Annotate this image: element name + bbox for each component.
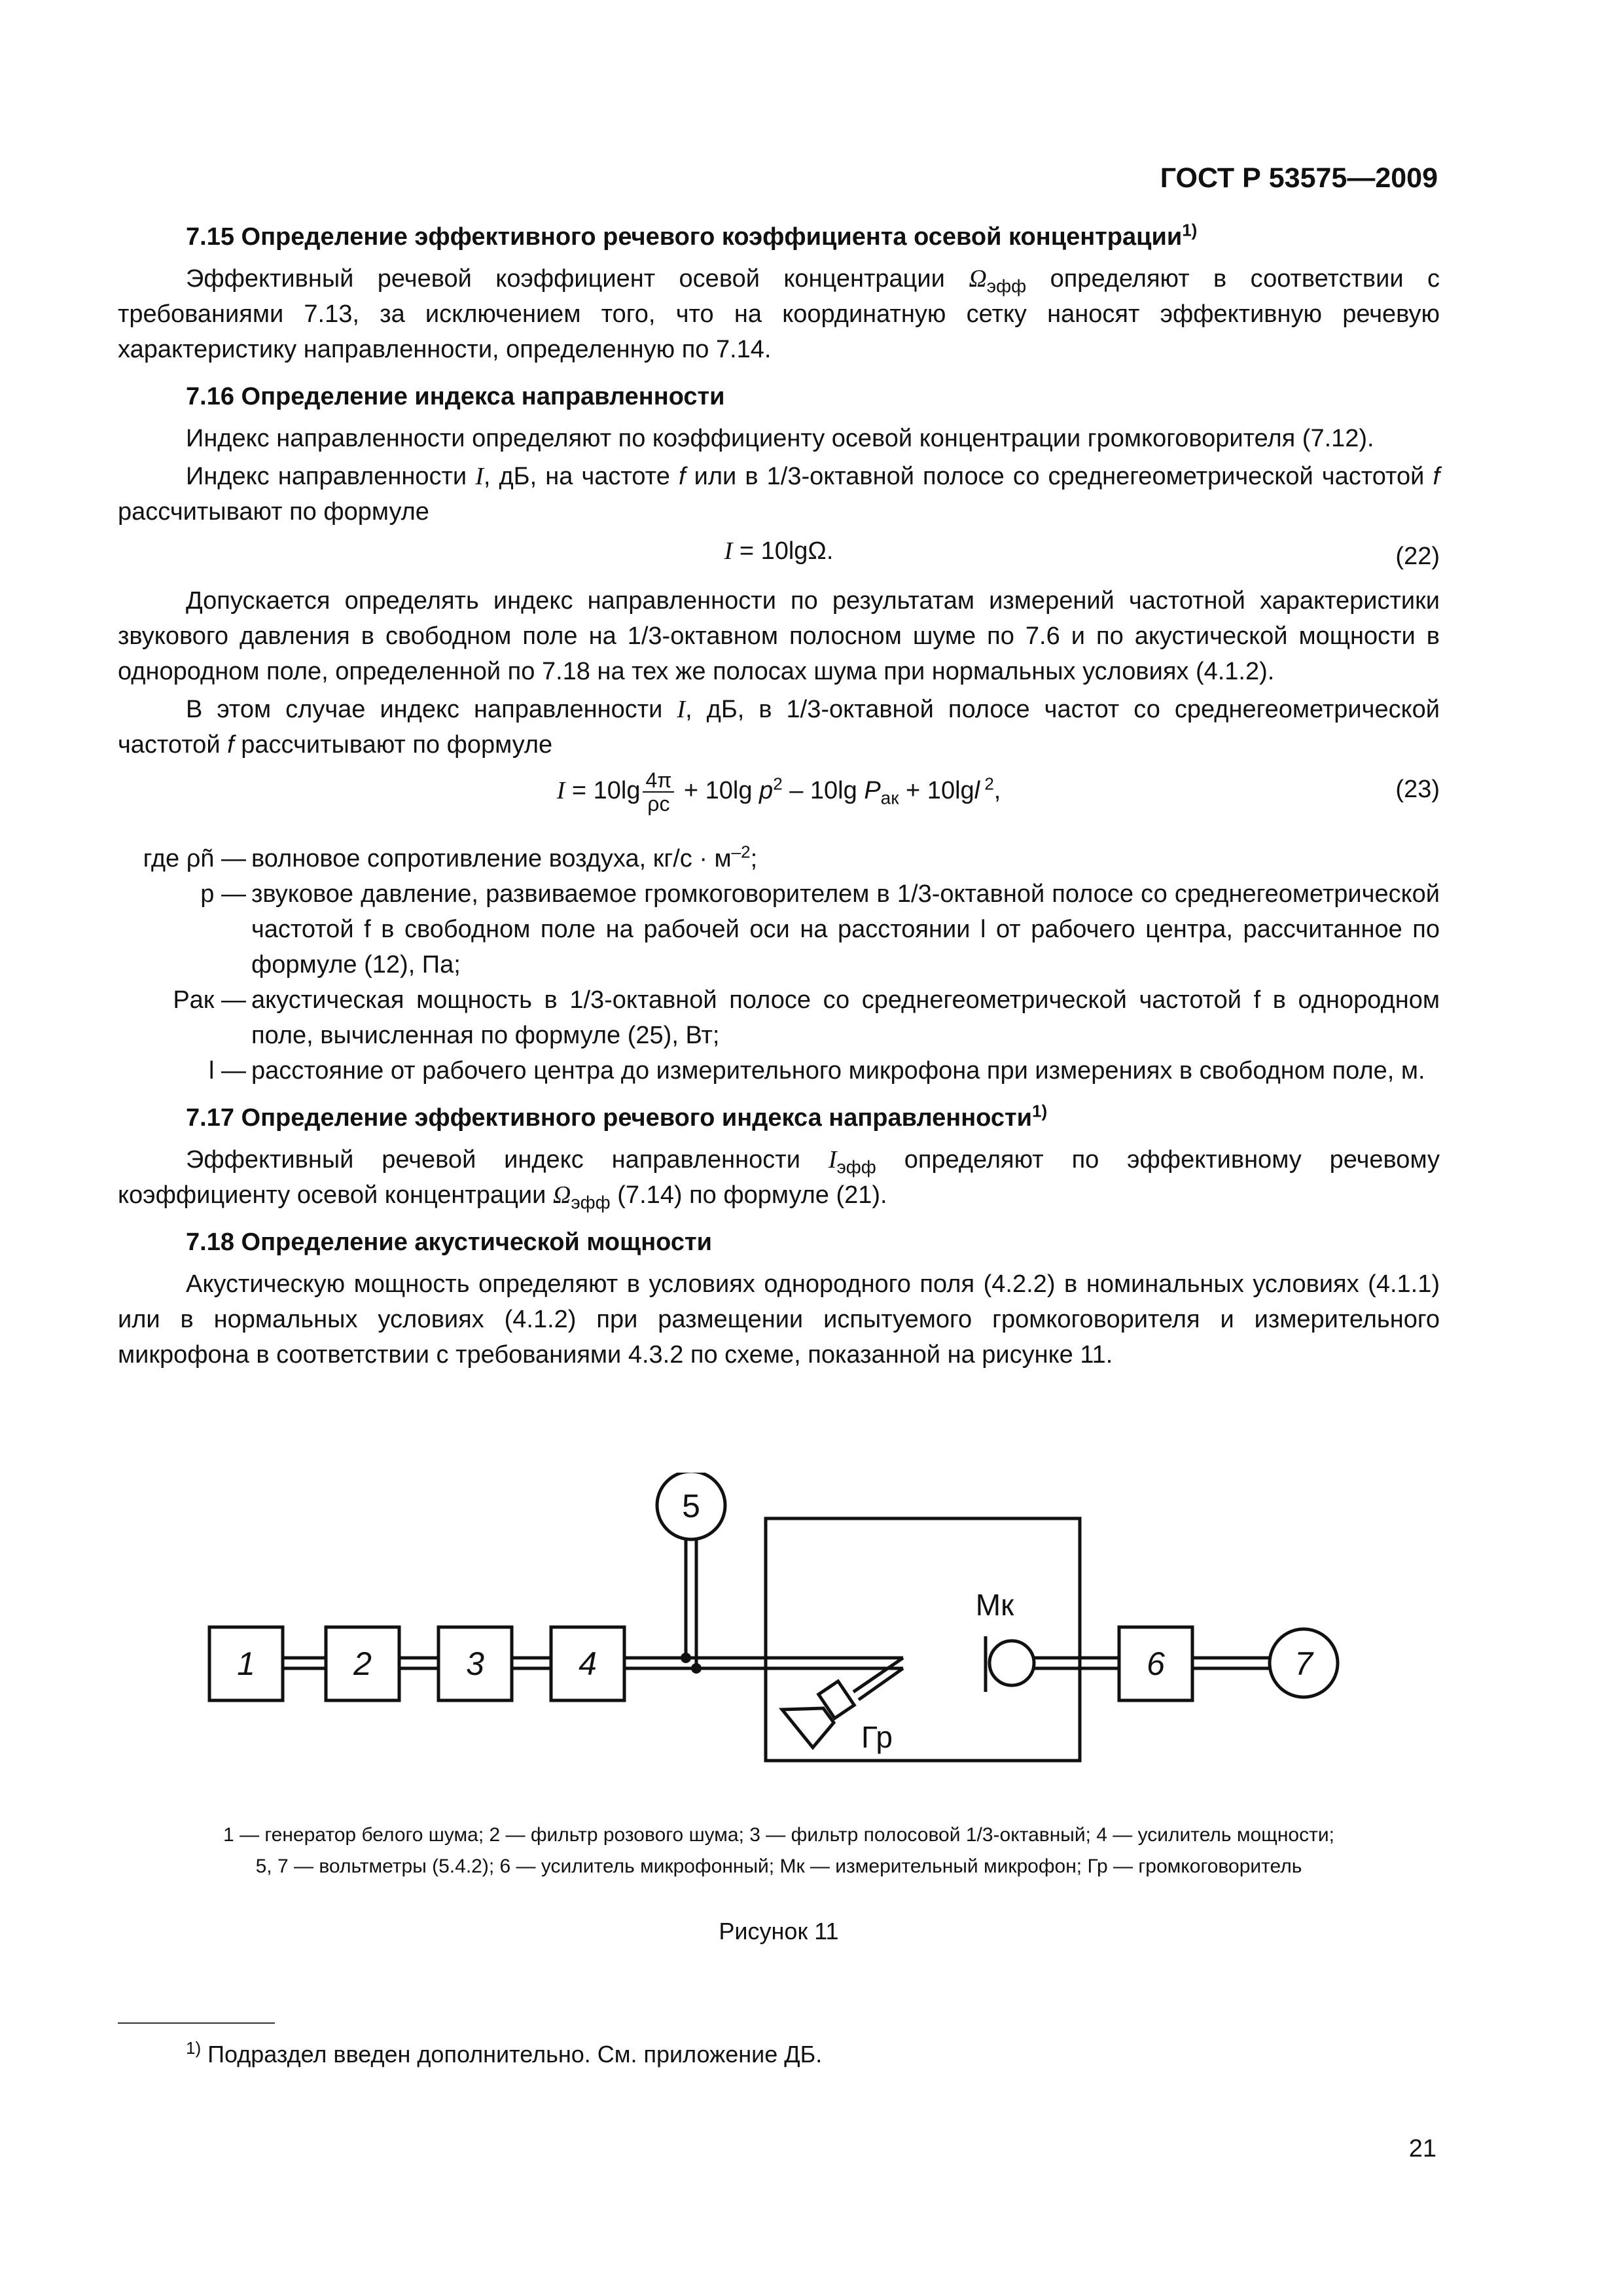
microphone-symbol bbox=[986, 1636, 1034, 1692]
section-7-16-title: 7.16 Определение индекса направленности bbox=[186, 383, 725, 410]
section-7-17-paragraph: Эффективный речевой индекс направленности $I_{эфф}$ определяют по эффективному речевому коэффициенту осевой концентрации $\Omega_{эфф}$ (7.14) по формуле (21). bbox=[118, 1146, 1440, 1213]
figure-caption-line-2: 5, 7 — вольтметры (5.4.2); 6 — усилитель микрофонный; Мк — измерительный микрофон; Гр — громкоговоритель bbox=[255, 1856, 1302, 1877]
measurement-chamber bbox=[766, 1518, 1080, 1761]
figure-caption-line-1: 1 — генератор белого шума; 2 — фильтр розового шума; 3 — фильтр полосовой 1/3-октавный; 4 — усилитель мощности; bbox=[223, 1824, 1334, 1846]
section-7-18-title: 7.18 Определение акустической мощности bbox=[186, 1229, 712, 1256]
section-7-15-title: 7.15 Определение эффективного речевого коэффициента осевой концентрации$^{1)}$ bbox=[186, 220, 1198, 251]
speaker-label: Гр bbox=[861, 1720, 893, 1754]
circle-label: 7 bbox=[1294, 1645, 1313, 1682]
block-label: 3 bbox=[466, 1645, 484, 1682]
equation-23-legend bbox=[118, 841, 1440, 1088]
block-label: 2 bbox=[353, 1645, 372, 1682]
section-7-16-paragraph-1: Индекс направленности определяют по коэффициенту осевой концентрации громкоговорителя (7.12). bbox=[186, 425, 1374, 452]
legend-item: l — расстояние от рабочего центра до измерительного микрофона при измерениях в свободном поле, м. bbox=[209, 1057, 1425, 1085]
figure-11-schematic bbox=[118, 1473, 1440, 1774]
footnote-divider bbox=[118, 2022, 275, 2024]
block-label: 6 bbox=[1147, 1645, 1165, 1682]
page-body bbox=[118, 219, 1440, 1375]
legend-item: p — звуковое давление, развиваемое громкоговорителем в 1/3-октавной полосе со среднегеометрической частотой f в свободном поле на рабочей оси на расстоянии l от рабочего центра, рассчитанное по формуле (12), Па; bbox=[200, 880, 1440, 978]
section-7-18-paragraph: Акустическую мощность определяют в условиях однородного поля (4.2.2) в номинальных условиях (4.1.1) или в нормальных условиях (4.1.2) при размещении испытуемого громкоговорителя и измерительного микрофона в соответствии с требованиями 4.3.2 по схеме, показанной на рисунке 11. bbox=[118, 1270, 1440, 1369]
section-7-15-paragraph: Эффективный речевой коэффициент осевой концентрации $\Omega_{эфф}$ определяют в соответствии с требованиями 7.13, за исключением того, что на координатную сетку наносят эффективную речевую характеристику направленности, определенную по 7.14. bbox=[118, 265, 1440, 363]
equation-22-number: (22) bbox=[1395, 543, 1440, 570]
equation-23-fraction: $\frac{4\pi}{\rho c}$ bbox=[643, 769, 674, 815]
block-label: 1 bbox=[237, 1645, 255, 1682]
section-7-16-paragraph-3: Допускается определять индекс направленности по результатам измерений частотной характеристики звукового давления в свободном поле на 1/3-октавном полосном шуме по 7.6 и по акустической мощности в однородном поле, определенной по 7.18 на тех же полосах шума при нормальных условиях (4.1.2). bbox=[118, 587, 1440, 685]
legend-item: Pак — акустическая мощность в 1/3-октавной полосе со среднегеометрической частотой f в однородном поле, вычисленная по формуле (25), Вт; bbox=[173, 986, 1440, 1049]
page-number: 21 bbox=[1408, 2135, 1436, 2162]
footnote: $^{1)}$ Подраздел введен дополнительно. См. приложение ДБ. bbox=[186, 2038, 823, 2068]
doc-code-header: ГОСТ Р 53575—2009 bbox=[1160, 162, 1438, 194]
equation-22: I = 10lgΩ. (22) bbox=[118, 533, 1440, 574]
figure-caption bbox=[118, 1820, 1440, 1882]
legend-item: где ρñ — волновое сопротивление воздуха, $кг/с \cdot м^{-2}$; bbox=[143, 842, 758, 872]
block-label: 4 bbox=[579, 1645, 597, 1682]
equation-23: I = 10lg $\frac{4\pi}{\rho c}$ + 10lg $p^2 - 10\lg$ $P_{ак} + 10\lg l$ $^2$, (23) bbox=[556, 768, 1440, 816]
loudspeaker-symbol bbox=[782, 1681, 854, 1748]
section-7-16-paragraph-4: В этом случае индекс направленности I, дБ, в 1/3-октавной полосе частот со среднегеометрической частотой f рассчитывают по формуле bbox=[118, 696, 1440, 759]
equation-23-number: (23) bbox=[1395, 776, 1440, 803]
circle-label: 5 bbox=[682, 1488, 700, 1524]
figure-title: Рисунок 11 bbox=[719, 1918, 839, 1945]
mic-label: Мк bbox=[975, 1588, 1014, 1622]
section-7-17-title: 7.17 Определение эффективного речевого индекса направленности$^{1)}$ bbox=[186, 1101, 1048, 1132]
section-7-16-paragraph-2: Индекс направленности I, дБ, на частоте f или в 1/3-октавной полосе со среднегеометрической частотой f рассчитывают по формуле bbox=[118, 463, 1440, 526]
